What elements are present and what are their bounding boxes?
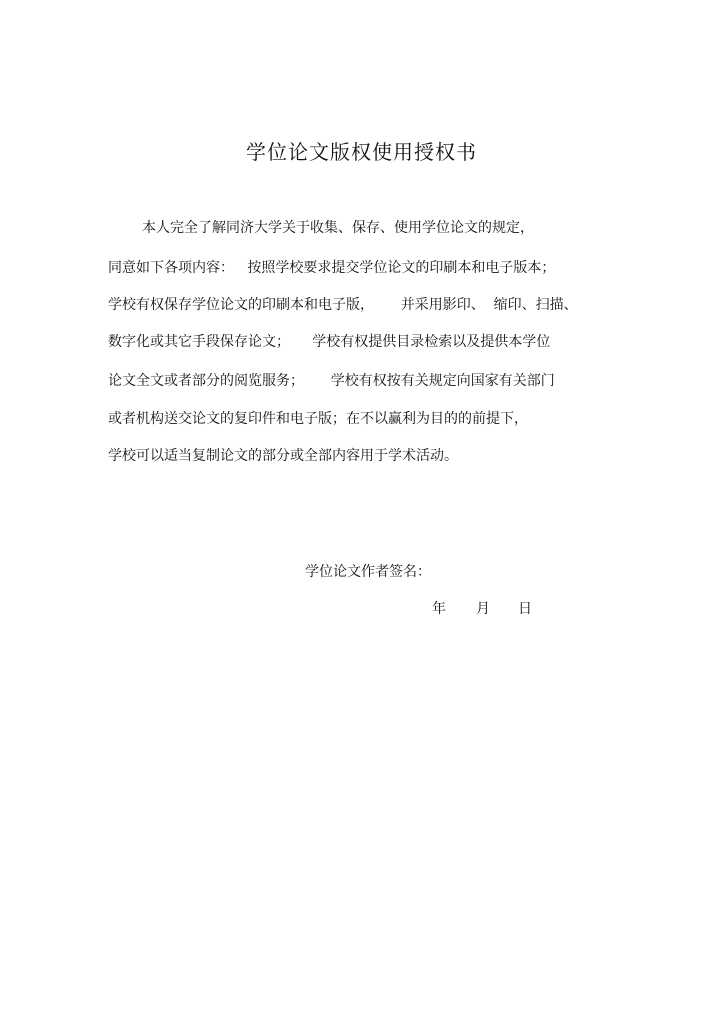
signature-label: 学位论文作者签名：: [305, 564, 431, 580]
paragraph-line: 或者机构送交论文的复印件和电子版；在不以赢利为目的的前提下，: [108, 411, 528, 427]
paragraph-line: 数字化或其它手段保存论文； 学校有权提供目录检索以及提供本学位: [108, 334, 551, 350]
date-year-label: 年: [432, 601, 446, 617]
date-month-label: 月: [476, 601, 490, 617]
paragraph-line: 本人完全了解同济大学关于收集、保存、使用学位论文的规定，: [142, 220, 534, 236]
date-day-label: 日: [518, 601, 532, 617]
paragraph-line: 论文全文或者部分的阅览服务； 学校有权按有关规定向国家有关部门: [108, 373, 555, 389]
paragraph-line: 同意如下各项内容： 按照学校要求提交学位论文的印刷本和电子版本；: [108, 260, 556, 276]
paragraph-line: 学校可以适当复制论文的部分或全部内容用于学术活动。: [108, 448, 458, 464]
document-title: 学位论文版权使用授权书: [246, 140, 477, 164]
paragraph-line: 学校有权保存学位论文的印刷本和电子版， 并采用影印、 缩印、扫描、: [108, 297, 578, 313]
